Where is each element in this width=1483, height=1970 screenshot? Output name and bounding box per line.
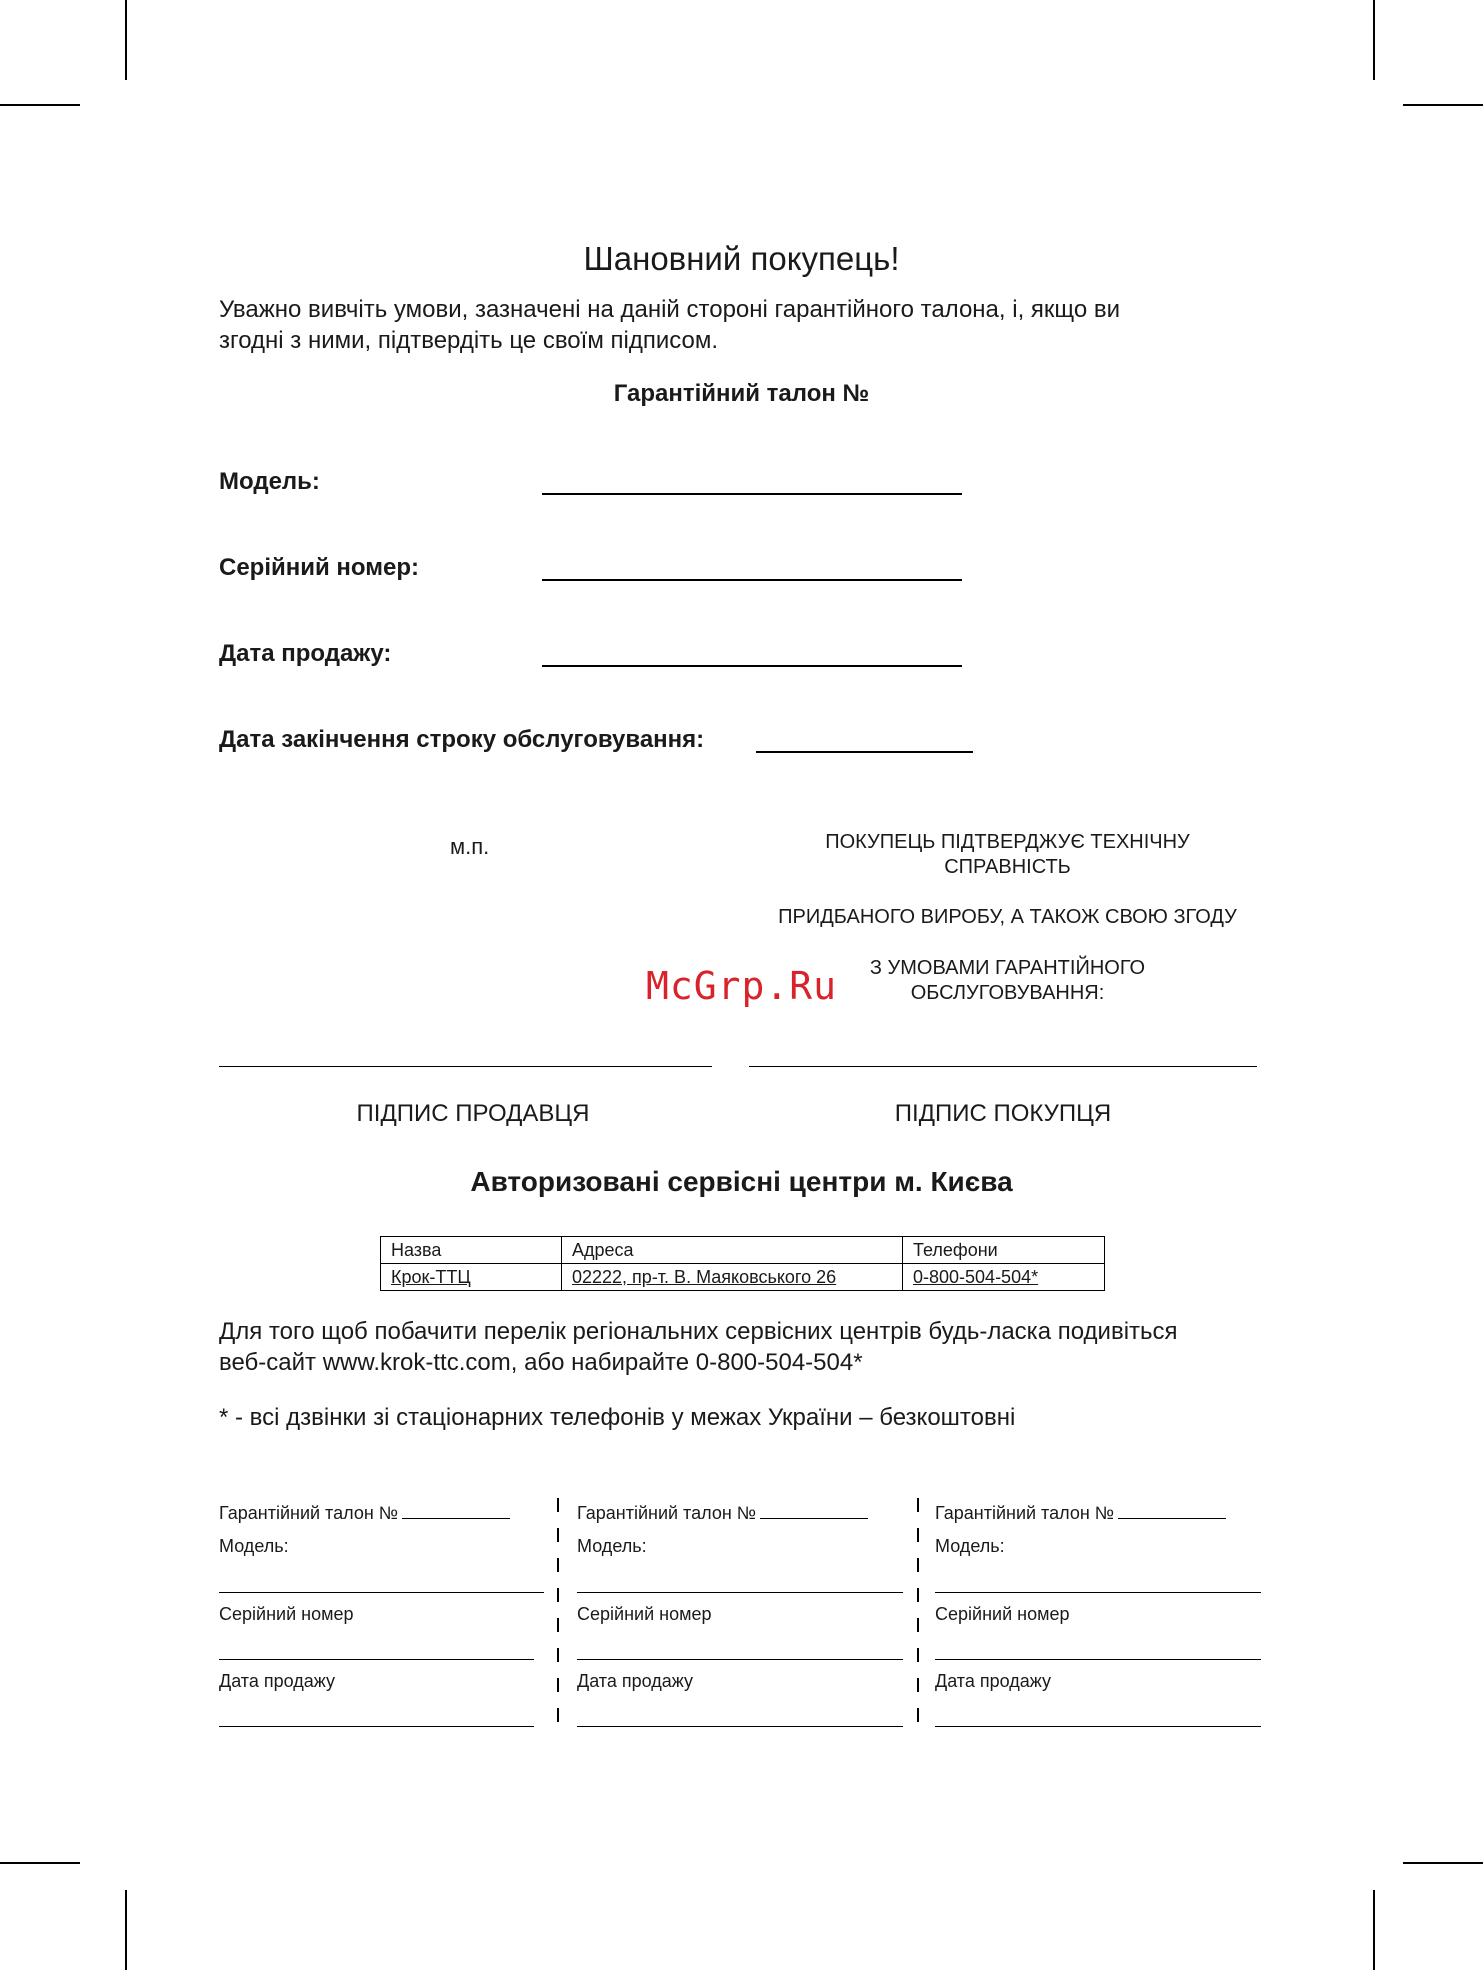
coupon-3-title — [935, 1502, 1226, 1524]
expiry-date-field-line — [756, 751, 973, 753]
regional-line-2: веб-сайт www.krok-ttc.com, або набирайте 0-800-504-504* — [219, 1349, 863, 1376]
center-phone: 0-800-504-504* — [913, 1267, 1039, 1287]
coupon-1-sale-date-label: Дата продажу — [219, 1671, 335, 1691]
coupon-3-sale-date-line — [935, 1726, 1261, 1727]
coupon-2-model-line — [577, 1592, 903, 1593]
model-label: Модель: — [219, 468, 320, 495]
buyer-confirmation-line-3: ПРИДБАНОГО ВИРОБУ, А ТАКОЖ СВОЮ ЗГОДУ — [778, 906, 1237, 928]
service-centers-title: Авторизовані сервісні центри м. Києва — [470, 1166, 1013, 1197]
seller-signature-label: ПІДПИС ПРОДАВЦЯ — [356, 1100, 590, 1127]
center-name: Крок-ТТЦ — [391, 1267, 471, 1287]
table-header-phones: Телефони — [903, 1237, 1105, 1264]
warranty-card-title: Гарантійний талон № — [613, 380, 870, 407]
crop-mark-bottom-right-horizontal — [1403, 1862, 1483, 1864]
coupon-2-serial-label: Серійний номер — [577, 1604, 712, 1624]
center-address: 02222, пр-т. В. Маяковського 26 — [572, 1267, 837, 1287]
buyer-confirmation-line-4: З УМОВАМИ ГАРАНТІЙНОГО — [869, 957, 1146, 979]
coupon-3-sale-date-label: Дата продажу — [935, 1671, 1051, 1691]
crop-mark-bottom-left-vertical — [125, 1890, 127, 1970]
stamp-placeholder: м.п. — [450, 834, 490, 859]
crop-mark-bottom-right-vertical — [1373, 1890, 1375, 1970]
table-header-name: Назва — [381, 1237, 562, 1264]
sale-date-label: Дата продажу: — [219, 640, 392, 667]
regional-centers-text — [219, 1316, 1299, 1378]
coupon-cut-line-1 — [557, 1498, 559, 1734]
coupon-1-model-label: Модель: — [219, 1536, 289, 1556]
table-header-row — [381, 1237, 1105, 1264]
crop-mark-top-right-horizontal — [1403, 104, 1483, 106]
coupon-2-title — [577, 1502, 868, 1524]
table-cell-name — [381, 1264, 562, 1291]
coupon-1-serial-label: Серійний номер — [219, 1604, 354, 1624]
footnote: * - всі дзвінки зі стаціонарних телефонів у межах України – безкоштовні — [219, 1404, 1016, 1431]
crop-mark-top-left-vertical — [125, 0, 127, 80]
coupon-3-title-text: Гарантійний талон № — [935, 1503, 1115, 1523]
intro-text — [219, 294, 1279, 356]
coupon-1-serial-line — [219, 1659, 534, 1660]
table-cell-phone — [903, 1264, 1105, 1291]
coupon-2-title-line — [760, 1502, 868, 1519]
buyer-confirmation-line-1: ПОКУПЕЦЬ ПІДТВЕРДЖУЄ ТЕХНІЧНУ — [825, 831, 1190, 853]
intro-line-2: згодні з ними, підтвердіть це своїм підписом. — [219, 327, 719, 354]
serial-field-line — [542, 579, 962, 581]
crop-mark-top-right-vertical — [1373, 0, 1375, 80]
model-field-line — [542, 493, 962, 495]
watermark-logo: McGrp.Ru — [646, 964, 838, 1008]
coupon-3-serial-line — [935, 1659, 1261, 1660]
sale-date-field-line — [542, 665, 962, 667]
coupon-2-sale-date-label: Дата продажу — [577, 1671, 693, 1691]
table-row — [381, 1264, 1105, 1291]
coupon-3-model-line — [935, 1592, 1261, 1593]
coupon-1-title-line — [402, 1502, 510, 1519]
intro-line-1: Уважно вивчіть умови, зазначені на даній стороні гарантійного талона, і, якщо ви — [219, 296, 1121, 323]
coupon-1-title — [219, 1502, 510, 1524]
table-header-address: Адреса — [562, 1237, 903, 1264]
coupon-cut-line-2 — [917, 1498, 919, 1734]
buyer-confirmation-line-5: ОБСЛУГОВУВАННЯ: — [910, 982, 1105, 1004]
service-centers-table — [380, 1236, 1105, 1291]
coupon-1-sale-date-line — [219, 1726, 534, 1727]
regional-line-1: Для того щоб побачити перелік регіональних сервісних центрів будь-ласка подивіться — [219, 1318, 1178, 1345]
expiry-date-label: Дата закінчення строку обслуговування: — [219, 726, 705, 753]
crop-mark-bottom-left-horizontal — [0, 1862, 80, 1864]
coupon-3-serial-label: Серійний номер — [935, 1604, 1070, 1624]
coupon-2-model-label: Модель: — [577, 1536, 647, 1556]
table-cell-address — [562, 1264, 903, 1291]
buyer-signature-line — [749, 1066, 1257, 1067]
coupon-3-model-label: Модель: — [935, 1536, 1005, 1556]
greeting-heading: Шановний покупець! — [583, 240, 900, 277]
crop-mark-top-left-horizontal — [0, 104, 80, 106]
coupon-1-model-line — [219, 1592, 544, 1593]
serial-label: Серійний номер: — [219, 554, 420, 581]
coupon-2-sale-date-line — [577, 1726, 903, 1727]
buyer-confirmation-line-2: СПРАВНІСТЬ — [944, 856, 1071, 878]
buyer-signature-label: ПІДПИС ПОКУПЦЯ — [894, 1100, 1112, 1127]
coupon-2-serial-line — [577, 1659, 903, 1660]
coupon-3-title-line — [1118, 1502, 1226, 1519]
coupon-2-title-text: Гарантійний талон № — [577, 1503, 757, 1523]
coupon-1-title-text: Гарантійний талон № — [219, 1503, 399, 1523]
seller-signature-line — [219, 1066, 712, 1067]
